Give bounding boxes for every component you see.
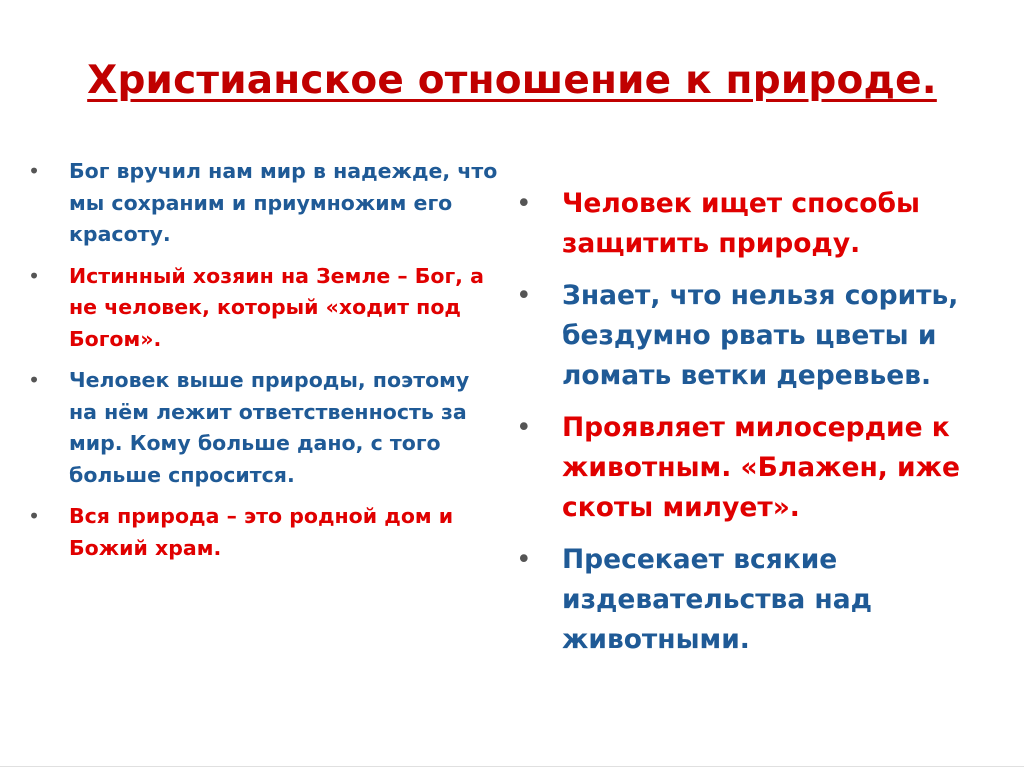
bullet-dot-icon: • (28, 504, 41, 528)
list-item (516, 276, 996, 396)
bullet-dot-icon: • (28, 368, 41, 392)
list-item (516, 408, 996, 528)
list-item-text: Проявляет милосердие к животным. «Блажен, иже скоты милует». (562, 412, 960, 523)
list-item-text: Бог вручил нам мир в надежде, что мы сохраним и приумножим его красоту. (69, 159, 498, 246)
bullet-dot-icon: • (516, 280, 532, 311)
bullet-dot-icon: • (28, 263, 41, 288)
right-bullet-list (516, 184, 996, 672)
list-item (28, 365, 498, 491)
list-item-text: Человек ищет способы защитить природу. (562, 188, 920, 259)
list-item (28, 156, 498, 251)
left-bullet-list (28, 156, 498, 574)
list-item (516, 540, 996, 660)
bullet-dot-icon: • (516, 412, 532, 443)
list-item-text: Знает, что нельзя сорить, бездумно рвать цветы и ломать ветки деревьев. (562, 280, 959, 391)
list-item-text: Вся природа – это родной дом и Божий храм. (69, 504, 454, 560)
list-item-text: Истинный хозяин на Земле – Бог, а не человек, который «ходит под Богом». (69, 263, 484, 351)
list-item-text: Пресекает всякие издевательства над животными. (562, 544, 873, 655)
slide-title: Христианское отношение к природе. (87, 58, 937, 103)
list-item (516, 184, 996, 264)
bullet-dot-icon: • (516, 544, 532, 575)
bullet-dot-icon: • (516, 188, 532, 219)
list-item-text: Человек выше природы, поэтому на нём лежит ответственность за мир. Кому больше дано, с того больше спросится. (69, 368, 470, 487)
list-item (28, 501, 498, 564)
bullet-dot-icon: • (28, 159, 41, 183)
list-item (28, 261, 498, 356)
